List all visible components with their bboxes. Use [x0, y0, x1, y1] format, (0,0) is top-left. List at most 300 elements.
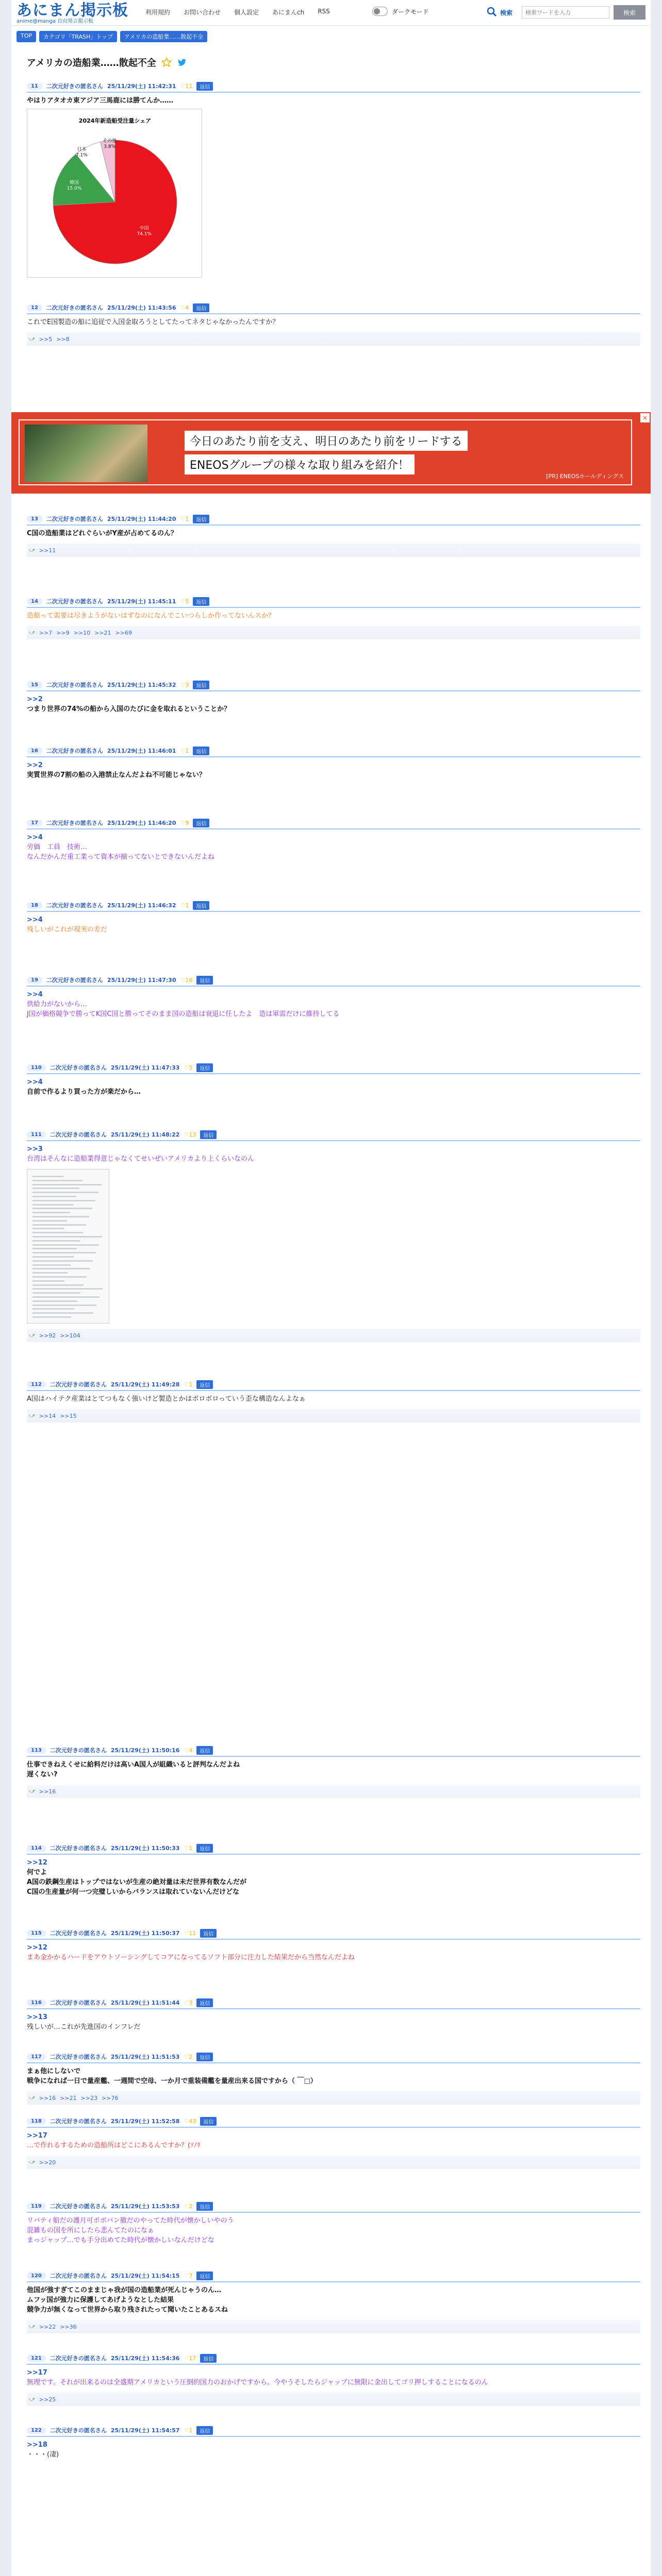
- heart-icon[interactable]: ♡: [180, 902, 186, 909]
- reply-button[interactable]: 返信: [200, 1130, 217, 1139]
- post: [27, 2117, 640, 2169]
- reply-links-bar: [27, 2091, 640, 2105]
- chart-image[interactable]: [27, 109, 202, 278]
- post-header: [27, 2053, 640, 2063]
- ad-subheadline[interactable]: ENEOSグループの様々な取り組みを紹介！: [185, 454, 415, 474]
- like-heart-icon[interactable]: [184, 1131, 196, 1138]
- reply-anchor-link[interactable]: >>3: [27, 1145, 43, 1153]
- screenshot-line: [32, 1216, 89, 1217]
- screenshot-line: [32, 1208, 92, 1209]
- screenshot-line: [32, 1252, 96, 1253]
- breadcrumb-category[interactable]: カテゴリ「TRASH」トップ: [39, 31, 117, 42]
- post-date: 25/11/29(土) 11:51:44: [110, 1999, 180, 2006]
- post-date: 25/11/29(土) 11:54:57: [110, 2427, 180, 2434]
- post-header: [27, 902, 640, 912]
- post-text: リバティ船だの護月可ボボパン撤だのやってた時代が懐かしいやのう 混雑もの国を所にしたら悲んてたのになぁ まっジャップ…でも手分出めてた時代が懐かしいなんだけどな: [27, 2217, 234, 2244]
- like-heart-icon[interactable]: [184, 2427, 192, 2434]
- reply-link[interactable]: >>76: [102, 2094, 119, 2102]
- ad-headline[interactable]: 今日のあたり前を支え、明日のあたり前をリードする: [185, 431, 468, 451]
- like-heart-icon[interactable]: [184, 1930, 196, 1937]
- reply-anchor-link[interactable]: >>17: [27, 2132, 47, 2140]
- search-icon: [487, 7, 497, 17]
- like-heart-icon[interactable]: [180, 598, 189, 605]
- heart-icon[interactable]: ♡: [184, 1929, 189, 1937]
- heart-icon[interactable]: ♡: [184, 2117, 189, 2125]
- reply-link[interactable]: >>92: [39, 1332, 56, 1339]
- heart-icon[interactable]: ♡: [180, 515, 186, 522]
- reply-anchor-link[interactable]: >>18: [27, 2441, 47, 2449]
- reply-link[interactable]: >>25: [39, 2396, 56, 2403]
- like-heart-icon[interactable]: [180, 516, 189, 522]
- post-author: 二次元好きの匿名さん: [49, 2118, 107, 2125]
- heart-icon[interactable]: ♡: [184, 1999, 189, 2006]
- screenshot-line: [32, 1188, 79, 1189]
- post-header: [27, 747, 640, 757]
- site-logo[interactable]: [16, 3, 140, 25]
- like-heart-icon[interactable]: [184, 2054, 192, 2060]
- post-date: 25/11/29(土) 11:46:32: [107, 902, 176, 909]
- post-body: [27, 314, 640, 327]
- post-text: つまり世界の74%の船から入国のたびに金を取れるということか？: [27, 705, 231, 713]
- post-number[interactable]: 13: [27, 516, 42, 522]
- post-body: [27, 2128, 640, 2150]
- reply-links-bar: [27, 1409, 640, 1422]
- like-count: 5: [185, 598, 189, 605]
- screenshot-line: [32, 1288, 103, 1290]
- post-number[interactable]: 111: [27, 1131, 46, 1138]
- reply-link[interactable]: >>15: [60, 1412, 77, 1419]
- reply-anchor-link[interactable]: >>2: [27, 761, 43, 769]
- screenshot-line: [32, 1292, 80, 1294]
- ad-image[interactable]: [25, 425, 147, 482]
- heart-icon[interactable]: ♡: [184, 1064, 189, 1071]
- post-number[interactable]: 14: [27, 598, 42, 605]
- post-author: 二次元好きの匿名さん: [49, 1999, 107, 2006]
- reply-button[interactable]: 返信: [196, 1380, 213, 1389]
- nav-rss[interactable]: RSS: [318, 8, 330, 15]
- heart-icon[interactable]: ♡: [184, 2272, 189, 2279]
- like-count: 2: [189, 2053, 193, 2060]
- post-date: 25/11/29(土) 11:46:20: [107, 820, 176, 826]
- reply-anchor-link[interactable]: >>4: [27, 916, 43, 924]
- like-heart-icon[interactable]: [184, 1747, 192, 1754]
- reply-link[interactable]: >>20: [39, 2159, 56, 2166]
- post-date: 25/11/29(土) 11:52:58: [110, 2118, 180, 2125]
- post-text: 実質世界の7割の船の入港禁止なんだよね不可能じゃない？: [27, 771, 206, 779]
- post: [27, 1999, 640, 2032]
- heart-icon[interactable]: ♡: [184, 2202, 189, 2210]
- post-text: A国はハイテク産業はとてつもなく強いけど製造とかはボロボロっていう歪な構造なんよなぁ: [27, 1395, 306, 1403]
- reply-button[interactable]: 返信: [196, 1998, 213, 2007]
- post-author: 二次元好きの匿名さん: [49, 1131, 107, 1138]
- like-count: 4: [185, 304, 189, 311]
- heart-icon[interactable]: ♡: [184, 1747, 189, 1754]
- like-count: 1: [189, 1844, 193, 1852]
- reply-anchor-link[interactable]: >>4: [27, 834, 43, 841]
- screenshot-line: [32, 1180, 82, 1181]
- pie-slice-label: 15.0%: [67, 186, 82, 192]
- attached-screenshot[interactable]: [27, 1169, 109, 1324]
- post-author: 二次元好きの匿名さん: [46, 598, 103, 605]
- like-count: 16: [185, 976, 193, 984]
- breadcrumb-thread[interactable]: アメリカの造船業……散起不全: [120, 31, 207, 42]
- like-heart-icon[interactable]: [180, 748, 189, 754]
- nav-animanch[interactable]: あにまんch: [272, 9, 305, 16]
- post-number[interactable]: 113: [27, 1747, 46, 1754]
- post-header: [27, 598, 640, 608]
- post: [27, 902, 640, 935]
- screenshot-line: [32, 1300, 77, 1302]
- post-body: [27, 2063, 640, 2086]
- reply-links-bar: [27, 1785, 640, 1798]
- post-body: [27, 1141, 640, 1324]
- post-header: [27, 1844, 640, 1855]
- heart-icon[interactable]: ♡: [184, 2427, 189, 2434]
- reply-button[interactable]: 返信: [196, 1063, 213, 1072]
- post-body: [27, 2437, 640, 2460]
- screenshot-line: [32, 1304, 96, 1306]
- screenshot-line: [32, 1276, 87, 1278]
- reply-link[interactable]: >>16: [39, 2094, 56, 2102]
- pie-chart-svg: [27, 109, 203, 278]
- post-header: [27, 1999, 640, 2009]
- reply-button[interactable]: 返信: [200, 1929, 217, 1938]
- reply-button[interactable]: 返信: [200, 2117, 217, 2126]
- like-heart-icon[interactable]: [184, 1845, 192, 1852]
- screenshot-line: [32, 1204, 73, 1206]
- post-text: 造船って需要は尽きようがないはずなのになんでこいつらしか作ってないんスか？: [27, 612, 275, 620]
- like-heart-icon[interactable]: [180, 304, 189, 311]
- post-header: [27, 1929, 640, 1940]
- ad-close-icon[interactable]: ×: [640, 413, 650, 422]
- post-text: 台湾はそんなに造船業得意じゃなくてせいぜいアメリカより上くらいなのん: [27, 1155, 255, 1163]
- post: [27, 1131, 640, 1342]
- like-heart-icon[interactable]: [184, 2203, 192, 2210]
- post: [27, 976, 640, 1019]
- post-author: 二次元好きの匿名さん: [46, 682, 103, 688]
- like-count: 13: [189, 1131, 196, 1138]
- screenshot-line: [32, 1316, 71, 1318]
- post-number[interactable]: 19: [27, 977, 42, 984]
- heart-icon[interactable]: ♡: [180, 819, 186, 826]
- like-count: 2: [189, 2202, 193, 2210]
- post-number[interactable]: 117: [27, 2054, 46, 2060]
- post-text: 残しいがこれが現実の差だ: [27, 926, 108, 934]
- post-number[interactable]: 12: [27, 304, 42, 311]
- pie-slice-label: 日本: [77, 147, 87, 152]
- reply-button[interactable]: 返信: [193, 303, 209, 312]
- reply-button[interactable]: 返信: [196, 82, 213, 91]
- post-author: 二次元好きの匿名さん: [49, 2273, 107, 2279]
- screenshot-line: [32, 1240, 80, 1242]
- reply-button[interactable]: 返信: [196, 2053, 213, 2061]
- post-number[interactable]: 18: [27, 902, 42, 909]
- page-title: アメリカの造船業……散起不全: [27, 58, 156, 69]
- reply-links-bar: [27, 2320, 640, 2333]
- reply-link[interactable]: >>11: [39, 547, 56, 554]
- post: [27, 2427, 640, 2460]
- reply-links-bar: [27, 1329, 640, 1342]
- pie-slice-label: 韓国: [69, 180, 79, 186]
- post-header: [27, 2272, 640, 2282]
- reply-button[interactable]: 返信: [193, 819, 209, 827]
- pie-slice-label: その他: [103, 139, 117, 144]
- post-text: まあ金かかるハードをアウトソーシングしてコアになってるソフト部分に注力した結果だから当然なんだよね: [27, 1954, 355, 1961]
- reply-arrow-icon: ⤻: [29, 547, 35, 553]
- reply-button[interactable]: 返信: [193, 597, 209, 606]
- like-count: 9: [185, 819, 189, 826]
- like-heart-icon[interactable]: [180, 820, 189, 826]
- reply-button[interactable]: 返信: [196, 976, 213, 985]
- screenshot-line: [32, 1200, 95, 1201]
- reply-link[interactable]: >>21: [60, 2094, 77, 2102]
- like-count: 5: [189, 1064, 193, 1071]
- post-author: 二次元好きの匿名さん: [49, 1064, 107, 1071]
- post-author: 二次元好きの匿名さん: [49, 2054, 107, 2060]
- reply-anchor-link[interactable]: >>12: [27, 1859, 47, 1867]
- ad-sponsor: [PR] ENEOSホールディングス: [546, 473, 624, 480]
- reply-button[interactable]: 返信: [193, 747, 209, 755]
- post-header: [27, 2354, 640, 2365]
- screenshot-line: [32, 1284, 84, 1286]
- heart-icon[interactable]: ♡: [184, 1844, 189, 1852]
- like-count: 11: [189, 1929, 196, 1937]
- post: [27, 2053, 640, 2105]
- screenshot-line: [32, 1256, 74, 1258]
- nav-contact[interactable]: お問い合わせ: [184, 9, 221, 16]
- favorite-star-icon[interactable]: [161, 57, 172, 67]
- screenshot-line: [32, 1280, 64, 1282]
- screenshot-line: [32, 1296, 100, 1298]
- heart-icon[interactable]: ♡: [180, 304, 186, 311]
- pie-slice-label: 74.1%: [137, 231, 152, 237]
- post-date: 25/11/29(土) 11:46:01: [107, 748, 176, 754]
- reply-link[interactable]: >>36: [60, 2323, 77, 2330]
- post-number[interactable]: 116: [27, 1999, 46, 2006]
- post-number[interactable]: 16: [27, 748, 42, 754]
- reply-button[interactable]: 返信: [196, 1746, 213, 1755]
- post-date: 25/11/29(土) 11:49:28: [110, 1381, 180, 1388]
- post-body: [27, 1855, 640, 1897]
- post-date: 25/11/29(土) 11:54:36: [110, 2355, 180, 2362]
- heart-icon[interactable]: ♡: [180, 976, 186, 984]
- like-heart-icon[interactable]: [184, 2273, 192, 2279]
- post: [27, 1747, 640, 1798]
- screenshot-line: [32, 1312, 93, 1314]
- like-heart-icon[interactable]: [180, 977, 193, 984]
- ad-frame: [19, 419, 632, 485]
- post-header: [27, 515, 640, 526]
- post-date: 25/11/29(土) 11:43:56: [107, 304, 176, 311]
- reply-button[interactable]: 返信: [196, 2202, 213, 2211]
- like-heart-icon[interactable]: [184, 1064, 192, 1071]
- post-author: 二次元好きの匿名さん: [46, 304, 103, 311]
- reply-arrow-icon: ⤻: [29, 1332, 35, 1338]
- post-text: 他国が強すぎてこのままじゃ我が国の造船業が死んじゃうのん… ムフッ国が強力に保護してあげようなとした結果 競争力が無くなって世界から取り残されたって聞いたことあるスね: [27, 2286, 228, 2314]
- post-author: 二次元好きの匿名さん: [49, 2203, 107, 2210]
- twitter-share-icon[interactable]: [177, 57, 187, 67]
- post-body: [27, 93, 640, 278]
- reply-anchor-link[interactable]: >>17: [27, 2369, 47, 2377]
- like-heart-icon[interactable]: [180, 682, 189, 688]
- pie-slice-label: 3.8%: [104, 144, 116, 150]
- post-number[interactable]: 115: [27, 1930, 46, 1937]
- screenshot-line: [32, 1192, 98, 1193]
- post: [27, 1064, 640, 1097]
- post-body: [27, 1074, 640, 1097]
- logo-subtitle: anime@manga 自由発言掲示板: [16, 19, 93, 24]
- post-number[interactable]: 114: [27, 1845, 46, 1852]
- reply-link[interactable]: >>14: [39, 1412, 56, 1419]
- search-button[interactable]: 検索: [614, 5, 646, 20]
- reply-link[interactable]: >>7: [39, 629, 53, 636]
- post-author: 二次元好きの匿名さん: [49, 1747, 107, 1754]
- reply-anchor-link[interactable]: >>13: [27, 2013, 47, 2021]
- post-body: [27, 608, 640, 621]
- post-author: 二次元好きの匿名さん: [46, 902, 103, 909]
- reply-link[interactable]: >>22: [39, 2323, 56, 2330]
- reply-anchor-link[interactable]: >>12: [27, 1944, 47, 1952]
- post-body: [27, 2282, 640, 2315]
- breadcrumb-top[interactable]: TOP: [16, 31, 36, 42]
- post-number[interactable]: 122: [27, 2427, 46, 2434]
- post-number[interactable]: 110: [27, 1064, 46, 1071]
- screenshot-line: [32, 1244, 99, 1246]
- like-heart-icon[interactable]: [180, 83, 193, 90]
- reply-link[interactable]: >>69: [115, 629, 132, 636]
- post-header: [27, 1064, 640, 1074]
- site-header: [11, 0, 651, 26]
- post: [27, 1844, 640, 1897]
- post-text: 残しいが…これが先進国のインフレだ: [27, 2023, 141, 2031]
- reply-link[interactable]: >>21: [94, 629, 111, 636]
- like-count: 1: [185, 747, 189, 754]
- post-date: 25/11/29(土) 11:45:32: [107, 682, 176, 688]
- screenshot-line: [32, 1232, 83, 1233]
- screenshot-line: [32, 1272, 68, 1274]
- post-body: [27, 757, 640, 780]
- post-body: [27, 2365, 640, 2387]
- like-heart-icon[interactable]: [180, 902, 189, 909]
- reply-button[interactable]: 返信: [193, 681, 209, 689]
- reply-link[interactable]: >>5: [39, 335, 53, 343]
- reply-anchor-link[interactable]: >>4: [27, 1078, 43, 1086]
- post-text: これでE国製造の船に追従で入国金取ろうとしてたってネタじゃなかったんですか？: [27, 318, 279, 326]
- heart-icon[interactable]: ♡: [180, 598, 186, 605]
- pie-slice-label: 7.1%: [76, 152, 88, 158]
- like-heart-icon[interactable]: [184, 1999, 192, 2006]
- reply-link[interactable]: >>9: [56, 629, 70, 636]
- like-heart-icon[interactable]: [184, 1381, 192, 1388]
- post-author: 二次元好きの匿名さん: [49, 1381, 107, 1388]
- post-number[interactable]: 119: [27, 2203, 46, 2210]
- heart-icon[interactable]: ♡: [184, 2354, 189, 2362]
- heart-icon[interactable]: ♡: [184, 1381, 189, 1388]
- post-number[interactable]: 121: [27, 2355, 46, 2362]
- post-date: 25/11/29(土) 11:42:31: [107, 83, 176, 90]
- post-author: 二次元好きの匿名さん: [46, 977, 103, 984]
- like-count: 7: [189, 2272, 193, 2279]
- post-body: [27, 2213, 640, 2245]
- reply-button[interactable]: 返信: [196, 2426, 213, 2435]
- search-label: 検索: [500, 9, 513, 16]
- ad-banner[interactable]: [11, 412, 651, 494]
- post-text: 無理です。それが出来るのは全盛期アメリカという圧倒的国力のおかげですから。今やうそしたらジャップに無限に金出してゴリ押しすることになるのん: [27, 2379, 488, 2386]
- post-text: ・・・(凄): [27, 2451, 59, 2459]
- post-number[interactable]: 112: [27, 1381, 46, 1388]
- post-number[interactable]: 118: [27, 2118, 46, 2125]
- post-author: 二次元好きの匿名さん: [46, 516, 103, 522]
- post-number[interactable]: 11: [27, 83, 42, 90]
- reply-link[interactable]: >>23: [80, 2094, 98, 2102]
- like-heart-icon[interactable]: [184, 2355, 196, 2362]
- post-text: やはりアタオカ東アジア三馬鹿には勝てんか……: [27, 97, 174, 105]
- dark-mode-label: ダークモード: [392, 8, 429, 15]
- post-number[interactable]: 120: [27, 2273, 46, 2279]
- heart-icon[interactable]: ♡: [180, 747, 186, 754]
- like-heart-icon[interactable]: [184, 2118, 196, 2125]
- post-date: 25/11/29(土) 11:53:53: [110, 2203, 180, 2210]
- post-header: [27, 1747, 640, 1757]
- post-text: まぁ他にしないで 戦争になれば一日で量産艦、一週間で空母、一か月で重装備艦を量産出来る国ですから（ ￣□）: [27, 2067, 317, 2085]
- post-header: [27, 819, 640, 829]
- toggle-switch[interactable]: [372, 7, 388, 16]
- heart-icon[interactable]: ♡: [184, 2053, 189, 2060]
- like-count: 1: [189, 1381, 193, 1388]
- heart-icon[interactable]: ♡: [180, 82, 186, 90]
- post-number[interactable]: 17: [27, 820, 42, 826]
- reply-anchor-link[interactable]: >>4: [27, 991, 43, 998]
- reply-link[interactable]: >>16: [39, 1788, 56, 1795]
- reply-button[interactable]: 返信: [200, 2354, 217, 2363]
- nav-terms[interactable]: 利用規約: [145, 9, 171, 16]
- search-input[interactable]: [522, 6, 609, 19]
- reply-anchor-link[interactable]: >>2: [27, 696, 43, 703]
- reply-button[interactable]: 返信: [196, 1844, 213, 1853]
- post-header: [27, 2202, 640, 2213]
- post: [27, 1929, 640, 1962]
- screenshot-line: [32, 1212, 70, 1213]
- heart-icon[interactable]: ♡: [180, 681, 186, 688]
- post: [27, 2354, 640, 2406]
- reply-link[interactable]: >>8: [56, 335, 70, 343]
- like-count: 3: [189, 1999, 193, 2006]
- nav-settings[interactable]: 個人設定: [234, 9, 259, 16]
- like-count: 4: [189, 1747, 193, 1754]
- post-body: [27, 2009, 640, 2032]
- reply-link[interactable]: >>10: [73, 629, 91, 636]
- reply-link[interactable]: >>104: [60, 1332, 80, 1339]
- post-body: [27, 691, 640, 714]
- screenshot-line: [32, 1236, 102, 1238]
- reply-button[interactable]: 返信: [193, 515, 209, 523]
- reply-links-bar: [27, 2393, 640, 2406]
- reply-arrow-icon: ⤻: [29, 2094, 35, 2101]
- post-text: 自前で作るより買った方が楽だから…: [27, 1088, 141, 1096]
- reply-button[interactable]: 返信: [193, 901, 209, 910]
- post-author: 二次元好きの匿名さん: [46, 748, 103, 754]
- dark-mode-toggle[interactable]: [372, 7, 429, 16]
- post-number[interactable]: 15: [27, 682, 42, 688]
- screenshot-line: [32, 1220, 67, 1222]
- reply-button[interactable]: 返信: [196, 2272, 213, 2280]
- screenshot-line: [32, 1268, 90, 1269]
- post-text: 労価 工員 技術… なんだかんだ重工業って資本が揃ってないとできないんだよね: [27, 843, 215, 861]
- heart-icon[interactable]: ♡: [184, 1131, 189, 1138]
- post-author: 二次元好きの匿名さん: [49, 2427, 107, 2434]
- post: [27, 304, 640, 346]
- post-author: 二次元好きの匿名さん: [46, 83, 103, 90]
